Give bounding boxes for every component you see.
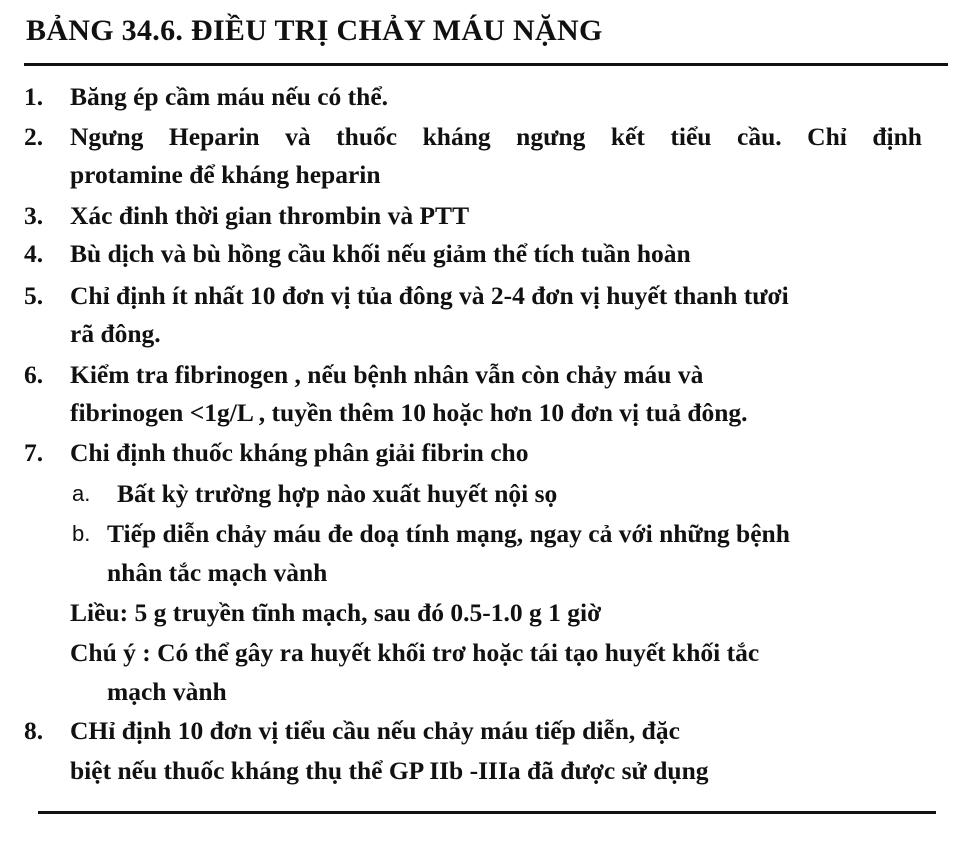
item-number-3: 3. — [24, 201, 44, 230]
item-5-line-1: Chỉ định ít nhất 10 đơn vị tủa đông và 2-4 đơn vị huyết thanh tươi — [70, 281, 789, 310]
item-number-1: 1. — [24, 82, 44, 111]
item-3-line-1: Xác đinh thời gian thrombin và PTT — [70, 201, 470, 230]
item-number-2: 2. — [24, 122, 44, 151]
caution-note-line-1: Chú ý : Có thể gây ra huyết khối trơ hoặc tái tạo huyết khối tắc — [70, 638, 760, 667]
top-rule — [24, 63, 948, 66]
item-number-7: 7. — [24, 438, 44, 467]
dose-note: Liều: 5 g truyền tĩnh mạch, sau đó 0.5-1.0 g 1 giờ — [70, 598, 602, 627]
bottom-rule — [38, 811, 936, 814]
caution-note-line-2: mạch vành — [107, 677, 227, 706]
item-5-line-2: rã đông. — [70, 319, 161, 348]
item-2-line-2: protamine để kháng heparin — [70, 160, 381, 189]
item-7-line-1: Chi định thuốc kháng phân giải fibrin cho — [70, 438, 529, 467]
subitem-b-line-2: nhân tắc mạch vành — [107, 558, 328, 587]
item-6-line-2: fibrinogen <1g/L , tuyền thêm 10 hoặc hơn 10 đơn vị tuả đông. — [70, 398, 748, 427]
subitem-a-line-1: Bất kỳ trường hợp nào xuất huyết nội sọ — [117, 479, 558, 508]
item-8-line-1: CHỉ định 10 đơn vị tiểu cầu nếu chảy máu tiếp diễn, đặc — [70, 716, 680, 745]
item-number-8: 8. — [24, 716, 44, 745]
subitem-b-line-1: Tiếp diễn chảy máu đe doạ tính mạng, ngay cả với những bệnh — [107, 519, 790, 548]
item-6-line-1: Kiểm tra fibrinogen , nếu bệnh nhân vẫn còn chảy máu và — [70, 360, 704, 389]
item-1-line-1: Băng ép cầm máu nếu có thể. — [70, 82, 389, 111]
item-number-4: 4. — [24, 239, 44, 268]
item-number-6: 6. — [24, 360, 44, 389]
item-number-5: 5. — [24, 281, 44, 310]
item-8-line-2: biệt nếu thuốc kháng thụ thể GP IIb -IIIa đã được sử dụng — [70, 756, 709, 785]
item-4-line-1: Bù dịch và bù hồng cầu khối nếu giảm thể tích tuần hoàn — [70, 239, 691, 268]
item-2-line-1: Ngưng Heparin và thuốc kháng ngưng kết tiểu cầu. Chỉ định — [70, 122, 922, 151]
subitem-letter-a: a. — [72, 481, 91, 506]
subitem-letter-b: b. — [72, 521, 91, 546]
table-title: BẢNG 34.6. ĐIỀU TRỊ CHẢY MÁU NẶNG — [26, 14, 603, 47]
